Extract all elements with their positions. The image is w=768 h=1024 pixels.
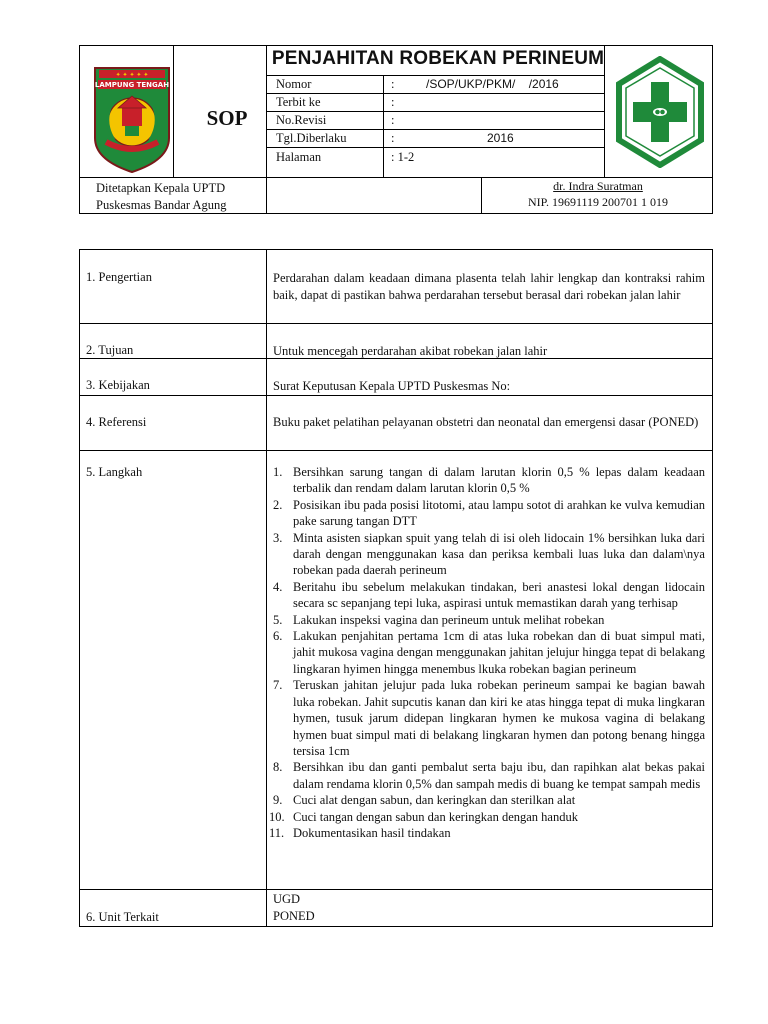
step-item: 9. Cuci alat dengan sabun, dan keringkan dan sterilkan alat: [273, 793, 576, 808]
established-line-1: Ditetapkan Kepala UPTD: [96, 181, 226, 195]
section-label-referensi: 4. Referensi: [86, 415, 147, 429]
established-line-2: Puskesmas Bandar Agung: [96, 198, 227, 212]
row-divider: [80, 323, 712, 324]
row-divider: [80, 889, 712, 890]
divider: [266, 147, 604, 148]
step-item: 3. Minta asisten siapkan spuit yang telah di isi oleh lidocain 1% bersihkan luka dari darah dengan menggunakan kasa dan periksa kembali luas luka dan dalam\nya robekan pada daerah perineum: [273, 530, 705, 578]
section-label-langkah: 5. Langkah: [86, 465, 143, 479]
lampung-tengah-logo: [92, 64, 172, 176]
step-item: 2. Posisikan ibu pada posisi litotomi, atau lampu sotot di arahkan ke vulva kemudian pake sarung tangan DTT: [273, 497, 705, 529]
signer-nip: NIP. 19691119 200701 1 019: [527, 195, 669, 209]
meta-colon: :: [391, 131, 395, 145]
step-item: 6. Lakukan penjahitan pertama 1cm di atas luka robekan dan di buat simpul mati, jahit mukosa vagina dengan menggunakan jahitan jelujur hingga tepat di belakang lingkaran hyimen hingga menembus lkuka robekan bagian perineum: [273, 629, 705, 676]
sop-label: SOP: [206, 106, 248, 130]
meta-label-halaman: Halaman: [276, 150, 322, 164]
unit-item: PONED: [273, 909, 315, 923]
step-item: 4. Beritahu ibu sebelum melakukan tindakan, beri anastesi lokal dengan lidocain secara sc sepanjang tepi luka, aspirasi untuk memastikan darah yang terhisap: [273, 579, 705, 611]
meta-colon: :: [391, 95, 395, 109]
column-divider: [266, 250, 267, 926]
meta-label-tgl: Tgl.Diberlaku: [276, 131, 347, 145]
divider: [173, 46, 174, 177]
row-divider: [80, 450, 712, 451]
divider: [266, 93, 604, 94]
step-item: 5. Lakukan inspeksi vagina dan perineum untuk melihat robekan: [273, 612, 605, 627]
meta-colon: :: [391, 77, 395, 91]
divider: [266, 111, 604, 112]
sop-content-table: [79, 249, 713, 927]
meta-label-terbit: Terbit ke: [276, 95, 321, 109]
meta-colon-halaman: : 1-2: [391, 150, 415, 164]
section-label-unit-terkait: 6. Unit Terkait: [86, 910, 159, 924]
signer-block: [482, 178, 714, 210]
divider: [383, 75, 384, 177]
section-label-kebijakan: 3. Kebijakan: [86, 378, 150, 392]
signer-name: dr. Indra Suratman: [553, 179, 643, 193]
step-item: 1. Bersihkan sarung tangan di dalam larutan klorin 0,5 % lepas dalam keadaan terbalik dan rendam dalam larutan klorin 0,5 %: [273, 465, 705, 496]
section-label-tujuan: 2. Tujuan: [86, 343, 134, 357]
step-item: 8. Bersihkan ibu dan ganti pembalut serta baju ibu, dan rapihkan alat bekas pakai dalam rendama klorin 0,5% dan sampah medis di buang ke tempat sampah medis: [273, 760, 705, 791]
meta-label-nomor: Nomor: [276, 77, 312, 91]
row-divider: [80, 395, 712, 396]
page-title: PENJAHITAN ROBEKAN PERINEUM: [271, 48, 605, 69]
established-by: [96, 180, 266, 214]
puskesmas-cross-icon: [614, 56, 706, 168]
divider: [266, 75, 604, 76]
section-text-referensi: Buku paket pelatihan pelayanan obstetri dan neonatal dan emergensi dasar (PONED): [273, 415, 699, 429]
svg-text:LAMPUNG TENGAH: LAMPUNG TENGAH: [94, 81, 170, 89]
section-text-pengertian: Perdarahan dalam keadaan dimana plasenta telah lahir lengkap dan kontraksi rahim baik, dapat di pastikan bahwa perdarahan tersebut berasal dari robekan jalan lahir: [273, 271, 705, 302]
meta-value-nomor: /SOP/UKP/PKM/ /2016: [426, 77, 559, 91]
sop-header: [79, 45, 713, 214]
step-item: 11. Dokumentasikan hasil tindakan: [269, 825, 451, 840]
section-text-kebijakan: Surat Keputusan Kepala UPTD Puskesmas No:: [273, 379, 511, 393]
section-label-pengertian: 1. Pengertian: [86, 270, 152, 284]
steps-list: [269, 464, 705, 841]
unit-item: UGD: [273, 892, 301, 906]
step-item: 10. Cuci tangan dengan sabun dan keringkan dengan handuk: [269, 809, 578, 824]
section-text-tujuan: Untuk mencegah perdarahan akibat robekan jalan lahir: [273, 344, 548, 358]
divider: [266, 129, 604, 130]
step-item: 7. Teruskan jahitan jelujur pada luka robekan perineum sampai ke bagian bawah luka robekan. Jahit supcutis kanan dan kiri ke atas hingga tepat di muka lingkaran hymen, tusuk jarum didepan lingkaran hymen ke mukosa vagina di belakang hymen buat simpul mati di belakang lingkaran hymen dan potong benang hingga tersisa 1cm: [273, 678, 705, 758]
svg-text:✦ ✦ ✦ ✦ ✦: ✦ ✦ ✦ ✦ ✦: [115, 71, 149, 79]
meta-value-tgl: 2016: [487, 131, 514, 145]
puskesmas-logo: [614, 56, 706, 168]
meta-label-revisi: No.Revisi: [276, 113, 327, 127]
meta-colon: :: [391, 113, 395, 127]
lampung-tengah-emblem-icon: [92, 64, 172, 176]
unit-list: [273, 891, 315, 925]
